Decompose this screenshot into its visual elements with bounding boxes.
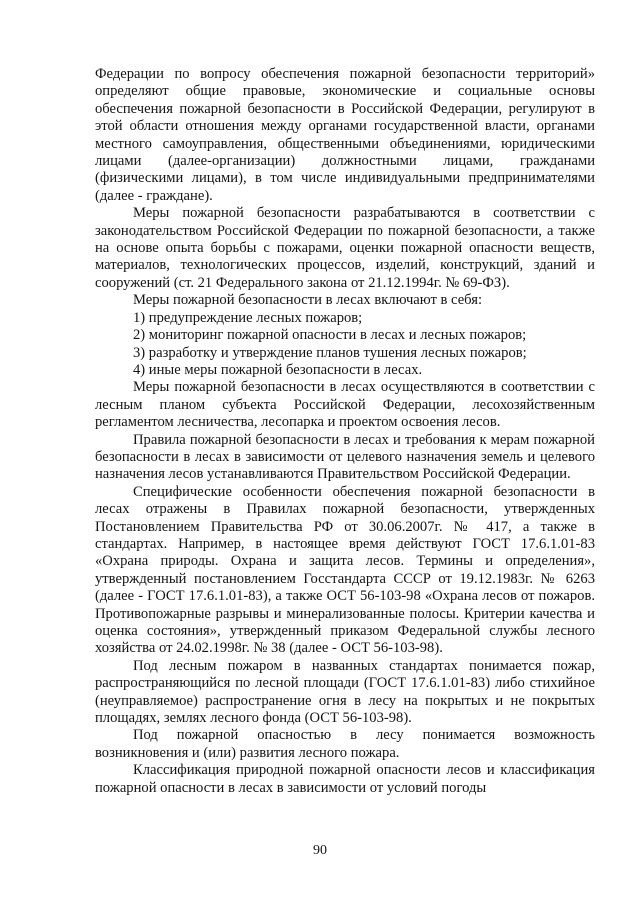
paragraph-1: Федерации по вопросу обеспечения пожарной безопасности территорий» определяют общие правовые, экономические и социальные основы обеспечения пожарной безопасности в Российской Федерации, регулируют в этой области отношения между органами государственной власти, органами местного самоуправления, общественными объединениями, юридическими лицами (далее-организации) должностными лицами, гражданами (физическими лицами), в том числе индивидуальными предпринимателями (далее - граждане). bbox=[95, 66, 595, 204]
paragraph-3: Меры пожарной безопасности в лесах включают в себя: bbox=[133, 292, 482, 309]
paragraph-5: Правила пожарной безопасности в лесах и требования к мерам пожарной безопасности в лесах в зависимости от целевого назначения земель и целевого назначения лесов устанавливаются Правительством Российской Федерации. bbox=[95, 431, 595, 483]
paragraph-8: Под пожарной опасностью в лесу понимается возможность возникновения и (или) развития лесного пожара. bbox=[95, 727, 595, 761]
list-item: 1) предупреждение лесных пожаров; bbox=[133, 309, 363, 326]
fire-safety-measures-list bbox=[95, 310, 595, 380]
paragraph-7: Под лесным пожаром в названных стандартах понимается пожар, распространяющийся по лесной площади (ГОСТ 17.6.1.01-83) либо стихийное (неуправляемое) распространение огня в лесу на покрытых и не покрытых площадях, землях лесного фонда (ОСТ 56-103-98). bbox=[95, 657, 595, 727]
page-number: 90 bbox=[313, 843, 327, 858]
list-item: 2) мониторинг пожарной опасности в лесах и лесных пожаров; bbox=[133, 327, 527, 344]
document-page bbox=[95, 66, 595, 797]
paragraph-2: Меры пожарной безопасности разрабатываются в соответствии с законодательством Российской Федерации по пожарной безопасности, а также на основе опыта борьбы с пожарами, оценки пожарной опасности веществ, материалов, технологических процессов, изделий, конструкций, зданий и сооружений (ст. 21 Федерального закона от 21.12.1994г. № 69-ФЗ). bbox=[95, 205, 595, 291]
paragraph-9: Классификация природной пожарной опасности лесов и классификация пожарной опасности в лесах в зависимости от условий погоды bbox=[95, 762, 595, 796]
paragraph-6: Специфические особенности обеспечения пожарной безопасности в лесах отражены в Правилах пожарной безопасности, утвержденных Постановлением Правительства РФ от 30.06.2007г. № 417, а также в стандартах. Например, в настоящее время действуют ГОСТ 17.6.1.01-83 «Охрана природы. Охрана и защита лесов. Термины и определения», утвержденный постановлением Госстандарта СССР от 19.12.1983г. № 6263 (далее - ГОСТ 17.6.1.01-83), а также ОСТ 56-103-98 «Охрана лесов от пожаров. Противопожарные разрывы и минерализованные полосы. Критерии качества и оценка состояния», утвержденный приказом Федеральной службы лесного хозяйства от 24.02.1998г. № 38 (далее - ОСТ 56-103-98). bbox=[95, 483, 595, 657]
paragraph-4: Меры пожарной безопасности в лесах осуществляются в соответствии с лесным планом субъекта Российской Федерации, лесохозяйственным регламентом лесничества, лесопарка и проектом освоения лесов. bbox=[95, 379, 595, 431]
list-item: 3) разработку и утверждение планов тушения лесных пожаров; bbox=[133, 344, 527, 361]
list-item: 4) иные меры пожарной безопасности в лесах. bbox=[133, 361, 423, 378]
